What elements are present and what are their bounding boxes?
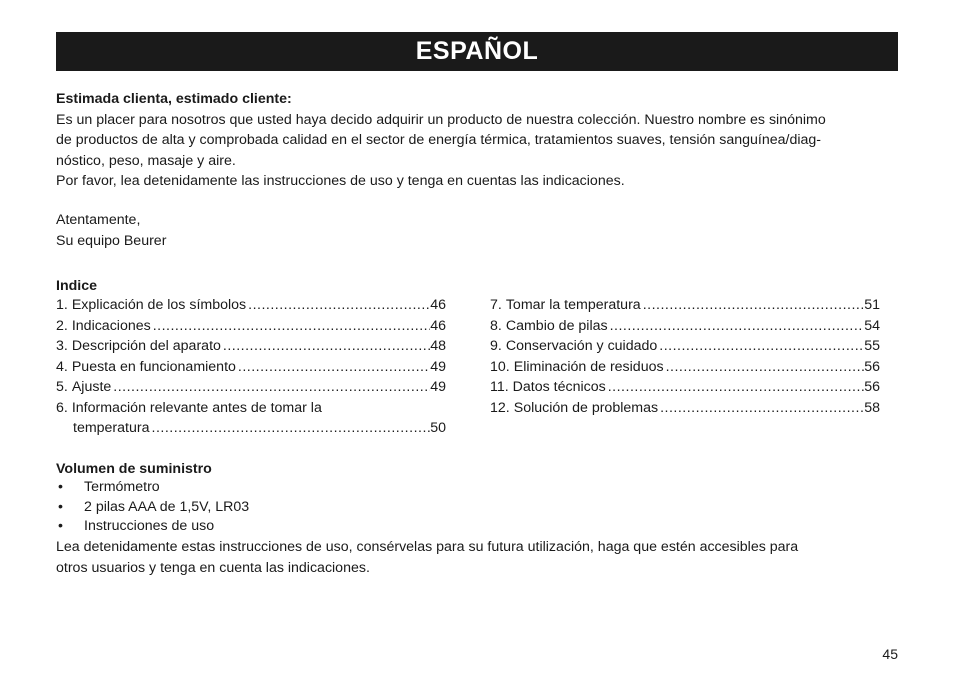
toc-right-column [490,295,880,418]
bullet-icon: • [58,518,63,534]
toc-label: Explicación de los símbolos [71,297,247,313]
toc-label: Ajuste [71,379,112,395]
toc-number: 5. [56,379,68,395]
intro-section [56,89,898,192]
toc-page: 46 [430,297,446,313]
toc-page: 49 [430,358,446,375]
toc-leader-dots [246,295,430,316]
supply-heading: Volumen de suministro [56,461,212,477]
toc-leader-dots [111,377,430,398]
toc-entry[interactable] [490,377,880,398]
toc-leader-dots [606,377,864,398]
toc-number: 9. [490,338,502,354]
list-item [56,478,249,498]
toc-entry-continuation[interactable] [56,418,446,439]
supply-note [56,537,898,579]
toc-page: 46 [430,317,446,334]
greeting: Estimada clienta, estimado cliente: [56,91,292,107]
intro-line: Es un placer para nosotros que usted haya decido adquirir un producto de nuestra colección. Nuestro nombre es sinónimo [56,111,826,128]
toc-page: 48 [430,338,446,354]
toc-left-column [56,295,446,439]
toc-entry[interactable] [490,357,880,378]
list-item [56,517,249,537]
list-item-text: 2 pilas AAA de 1,5V, LR03 [84,498,250,515]
toc-entry[interactable] [56,336,446,357]
toc-entry[interactable] [490,398,880,419]
closing-section [56,210,898,251]
toc-label: Conservación y cuidado [505,338,658,354]
toc-number: 11. [490,379,509,395]
toc-label: temperatura [73,420,150,436]
supply-note-line: otros usuarios y tenga en cuenta las indicaciones. [56,560,370,576]
page-title: ESPAÑOL [56,32,898,71]
toc-page: 50 [430,420,446,436]
toc-leader-dots [150,418,431,439]
toc-number: 6. [56,399,68,416]
list-item-text: Termómetro [84,479,160,495]
toc-number: 8. [490,317,502,334]
toc-label: Tomar la temperatura [505,297,641,313]
closing-line: Atentamente, [56,212,141,228]
intro-line: de productos de alta y comprobada calidad en el sector de energía térmica, tratamientos suaves, tensión sanguínea/diag- [56,132,822,148]
toc-entry[interactable] [490,316,880,337]
toc-page: 55 [864,338,880,354]
toc-label: Descripción del aparato [71,338,221,354]
toc-label: Cambio de pilas [505,317,608,334]
toc-label: Solución de problemas [513,399,659,416]
toc-leader-dots [608,316,865,337]
index-heading: Indice [56,278,97,294]
list-item [56,498,249,518]
toc-page: 58 [864,399,880,416]
toc-entry[interactable] [490,295,880,316]
bullet-icon: • [58,498,63,515]
list-item-text: Instrucciones de uso [84,518,215,534]
toc-page: 54 [864,317,880,334]
toc-leader-dots [641,295,865,316]
intro-line: nóstico, peso, masaje y aire. [56,152,236,169]
toc-leader-dots [221,336,430,357]
toc-label: Eliminación de residuos [513,358,664,375]
toc-entry[interactable] [56,316,446,337]
toc-label: Información relevante antes de tomar la [71,399,322,416]
toc-leader-dots [664,357,865,378]
toc-number: 2. [56,317,68,334]
toc-number: 7. [490,297,502,313]
toc-number: 3. [56,338,68,354]
supply-list [56,478,249,537]
toc-leader-dots [151,316,431,337]
bullet-icon: • [58,479,63,495]
toc-number: 4. [56,358,68,375]
toc-entry[interactable] [56,295,446,316]
toc-label: Puesta en funcionamiento [71,358,236,375]
toc-number: 1. [56,297,68,313]
toc-number: 10. [490,358,510,375]
signature-line: Su equipo Beurer [56,232,167,249]
toc-entry[interactable] [56,398,446,419]
toc-page: 49 [430,379,446,395]
page-number: 45 [882,646,898,662]
toc-number: 12. [490,399,510,416]
toc-entry[interactable] [490,336,880,357]
toc-entry[interactable] [56,377,446,398]
toc-page: 56 [864,358,880,375]
toc-page: 51 [864,297,880,313]
toc-entry[interactable] [56,357,446,378]
toc-page: 56 [864,379,880,395]
toc-label: Datos técnicos [512,379,606,395]
toc-leader-dots [658,398,864,419]
toc-leader-dots [657,336,864,357]
intro-line: Por favor, lea detenidamente las instrucciones de uso y tenga en cuentas las indicaciones. [56,173,625,189]
toc-label: Indicaciones [71,317,151,334]
supply-note-line: Lea detenidamente estas instrucciones de uso, consérvelas para su futura utilización, haga que estén accesibles para [56,539,799,555]
toc-leader-dots [236,357,430,378]
